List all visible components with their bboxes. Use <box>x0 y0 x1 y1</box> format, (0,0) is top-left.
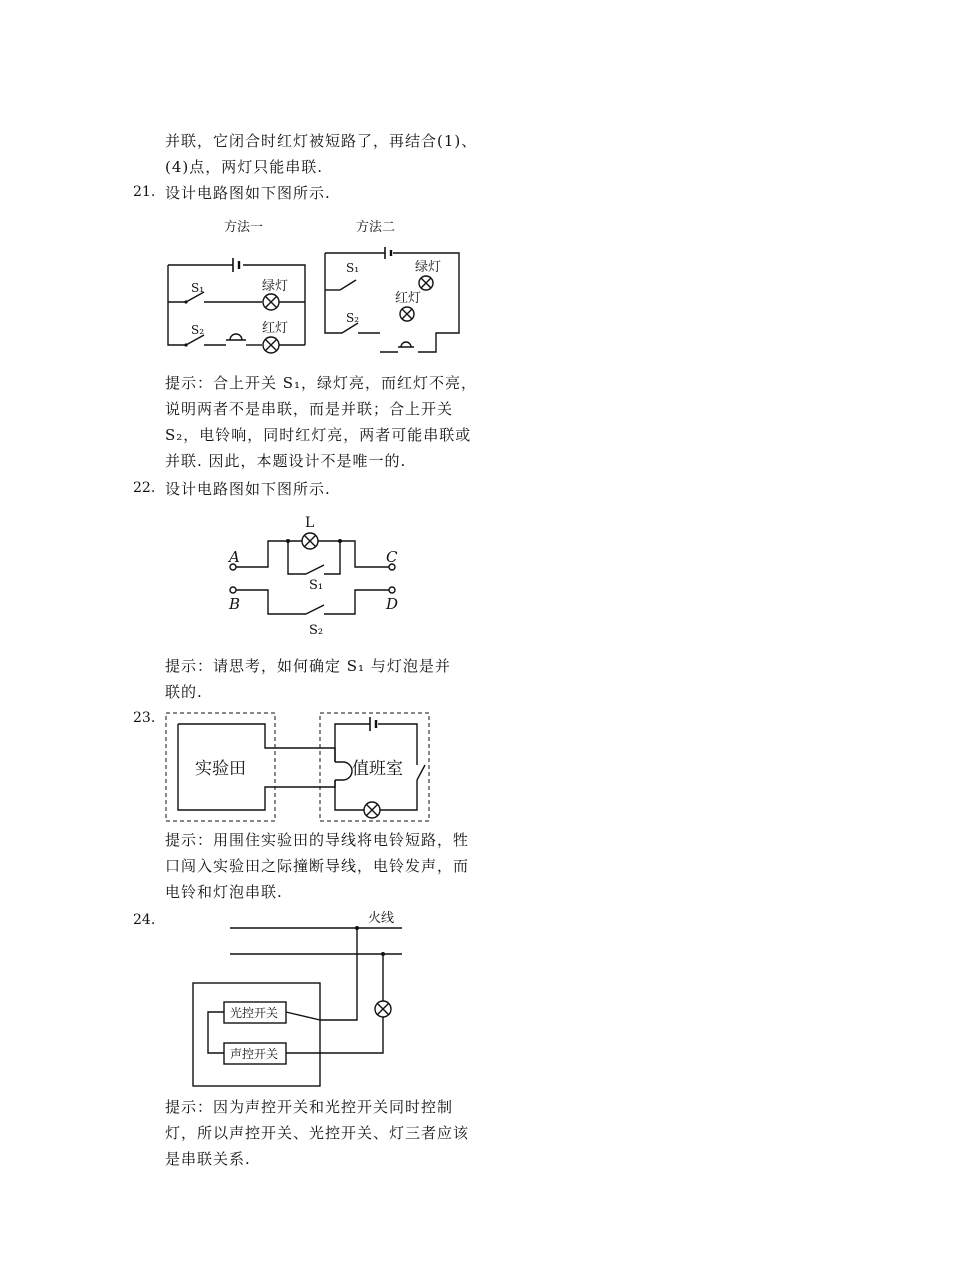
q22-s2-label: S₂ <box>309 623 324 638</box>
q21-m1-red-label: 红灯 <box>262 321 289 336</box>
q21-hint-line-3: S₂，电铃响，同时红灯亮，两者可能串联或 <box>165 426 472 444</box>
q23-field-label: 实验田 <box>195 759 246 779</box>
q22-hint-line-2: 联的. <box>165 683 203 701</box>
q24-hint-line-2: 灯，所以声控开关、光控开关、灯三者应该 <box>165 1124 470 1142</box>
q23-room-label: 值班室 <box>352 759 403 779</box>
q21-text: 设计电路图如下图所示. <box>165 184 331 202</box>
q23-number: 23. <box>133 710 156 726</box>
intro-line-2: (4)点，两灯只能串联. <box>165 158 324 176</box>
q23-hint-line-2: 口闯入实验田之际撞断导线，电铃发声，而 <box>165 857 470 875</box>
q22-point-d-label: D <box>386 595 399 613</box>
q23-hint-line-1: 提示：用围住实验田的导线将电铃短路，牲 <box>165 831 470 849</box>
q21-method1-title: 方法一 <box>224 220 264 235</box>
q21-m2-s1-label: S₁ <box>346 261 360 275</box>
q24-light-switch-label: 光控开关 <box>230 1006 279 1020</box>
q21-m1-s1-label: S₁ <box>191 281 205 295</box>
q24-hint-line-1: 提示：因为声控开关和光控开关同时控制 <box>165 1098 454 1116</box>
q21-hint-line-4: 并联. 因此，本题设计不是唯一的. <box>165 452 407 470</box>
q21-m2-red-label: 红灯 <box>395 291 422 306</box>
q21-hint-line-1: 提示：合上开关 S₁，绿灯亮，而红灯不亮， <box>165 374 478 392</box>
q21-method2-title: 方法二 <box>356 220 396 235</box>
q24-circuit <box>193 910 402 1086</box>
q21-m1-s2-label: S₂ <box>191 323 205 337</box>
q23-hint-line-3: 电铃和灯泡串联. <box>165 883 283 901</box>
q22-point-b-label: B <box>229 595 241 613</box>
q22-number: 22. <box>133 480 156 496</box>
q22-hint-line-1: 提示：请思考，如何确定 S₁ 与灯泡是并 <box>165 657 451 675</box>
q24-live-wire-label: 火线 <box>368 911 395 926</box>
q24-hint-line-3: 是串联关系. <box>165 1150 251 1168</box>
q21-m2-s2-label: S₂ <box>346 311 360 325</box>
q21-hint-line-2: 说明两者不是串联，而是并联；合上开关 <box>165 400 454 418</box>
q22-s1-label: S₁ <box>309 578 324 593</box>
q24-sound-switch-label: 声控开关 <box>230 1047 279 1061</box>
q22-lamp-label: L <box>305 515 315 531</box>
intro-line-1: 并联，它闭合时红灯被短路了，再结合(1)、 <box>165 132 478 150</box>
q22-point-c-label: C <box>386 548 398 566</box>
q21-m2-green-label: 绿灯 <box>415 260 442 275</box>
q21-number: 21. <box>133 184 156 200</box>
q21-m1-green-label: 绿灯 <box>262 279 289 294</box>
q24-number: 24. <box>133 912 156 928</box>
q22-text: 设计电路图如下图所示. <box>165 480 331 498</box>
q22-point-a-label: A <box>229 548 240 566</box>
